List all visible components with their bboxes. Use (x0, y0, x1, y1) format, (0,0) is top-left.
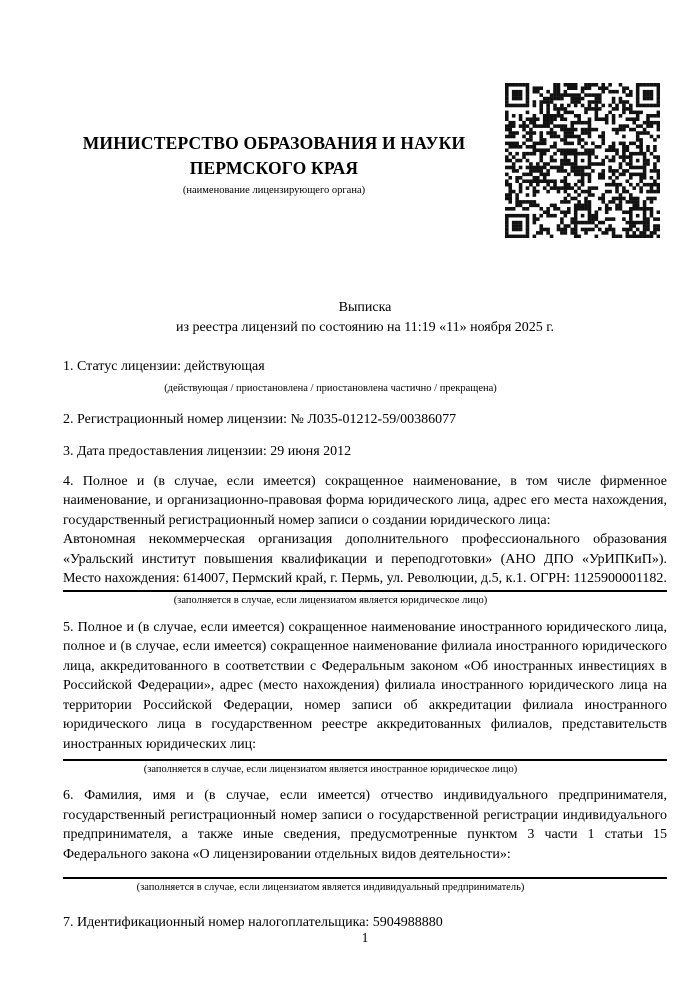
item-grant-date: 3. Дата предоставления лицензии: 29 июня 2012 (63, 444, 352, 459)
license-status-options-note: (действующая / приостановлена / приостановлена частично / прекращена) (164, 382, 497, 394)
item-foreign-entity-label: 5. Полное и (в случае, если имеется) сокращенное наименование иностранного юридического лица, полное и (в случае, если имеется) сокращенное наименование филиала иностранного юридического лица, аккредитованного в соответствии с Федеральным законом «Об иностранных инвестициях в Российской Федерации», адрес (место нахождения) филиала иностранного юридического лица на территории Российской Федерации, номер записи об аккредитации филиала иностранного юридического лица в государственном реестре аккредитованных филиалов, представительств иностранных юридических лиц: (63, 619, 667, 752)
item-individual-entrepreneur-label: 6. Фамилия, имя и (в случае, если имеется) отчество индивидуального предпринимателя, государственный регистрационный номер записи о государственной регистрации индивидуального предпринимателя, а также иные сведения, предусмотренные пунктом 3 части 1 статьи 15 Федерального закона «О лицензировании отдельных видов деятельности»: (63, 788, 667, 862)
ministry-header (63, 131, 485, 198)
page-number: 1 (361, 930, 369, 945)
document-title (63, 298, 667, 338)
document-title-line2: из реестра лицензий по состоянию на 11:19 «11» ноября 2025 г. (176, 320, 554, 335)
item-legal-entity-value: Автономная некоммерческая организация дополнительного профессионального образования «Уральский институт повышения квалификации и переподготовки» (АНО ДПО «УрИПКиП»). Место нахождения: 614007, Пермский край, г. Пермь, ул. Революции, д.5, к.1. ОГРН: 1125900001182. (63, 532, 667, 586)
foreign-entity-fill-in-rule (63, 759, 667, 761)
legal-entity-fill-in-rule (63, 590, 667, 592)
qr-code-icon (505, 83, 660, 238)
individual-entrepreneur-note: (заполняется в случае, если лицензиатом является индивидуальный предприниматель) (136, 882, 525, 893)
licensing-authority-name (63, 131, 485, 181)
item-taxpayer-number: 7. Идентификационный номер налогоплательщика: 5904988880 (63, 915, 443, 930)
authority-name-line2: ПЕРМСКОГО КРАЯ (189, 158, 359, 178)
foreign-entity-note: (заполняется в случае, если лицензиатом является иностранное юридическое лицо) (143, 764, 518, 775)
document-title-line1: Выписка (338, 300, 392, 315)
item-registration-number: 2. Регистрационный номер лицензии: № Л035-01212-59/00386077 (63, 411, 457, 427)
individual-entrepreneur-fill-in-rule (63, 877, 667, 879)
licensing-authority-caption: (наименование лицензирующего органа) (182, 185, 366, 196)
item-license-status: 1. Статус лицензии: действующая (63, 359, 265, 374)
item-legal-entity-label: 4. Полное и (в случае, если имеется) сокращенное наименование, в том числе фирменное наименование, и организационно-правовая форма юридического лица, адрес его места нахождения, государственный регистрационный номер записи о создании юридического лица: (63, 473, 667, 528)
legal-entity-note: (заполняется в случае, если лицензиатом является юридическое лицо) (173, 594, 488, 606)
authority-name-line1: МИНИСТЕРСТВО ОБРАЗОВАНИЯ И НАУКИ (82, 133, 466, 153)
